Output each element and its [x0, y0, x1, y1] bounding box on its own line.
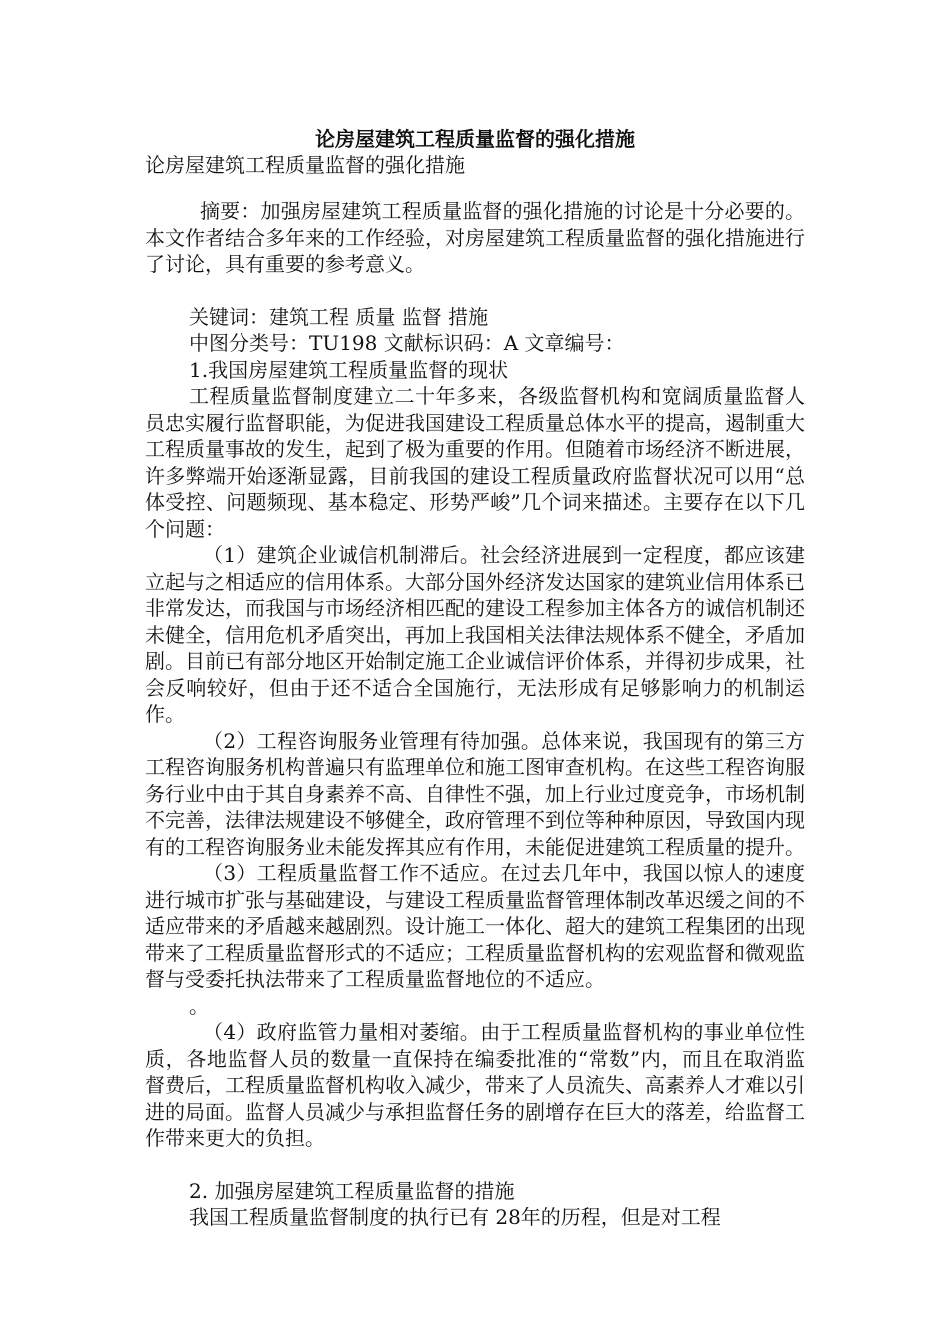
paragraph-gap [145, 1152, 805, 1178]
paragraph-gap [145, 278, 805, 304]
section-1-intro: 工程质量监督制度建立二十年多来，各级监督机构和宽阔质量监督人员忠实履行监督职能，为促进我国建设工程质量总体水平的提高，遏制重大工程质量事故的发生，起到了极为重要的作用。但随着市场经济不断进展，许多弊端开始逐渐显露，目前我国的建设工程质量政府监督状况可以用“总体受控、问题频现、基本稳定、形势严峻”几个词来描述。主要存在以下几个问题： [145, 384, 805, 541]
issue-item-2: （2）工程咨询服务业管理有待加强。总体来说，我国现有的第三方工程咨询服务机构普遍只有监理单位和施工图审查机构。在这些工程咨询服务行业中由于其自身素养不高、自律性不强，加上行业过度竞争，市场机制不完善，法律法规建设不够健全，政府管理不到位等种种原因，导致国内现有的工程咨询服务业未能发挥其应有作用，未能促进建筑工程质量的提升。 [145, 728, 805, 859]
document-subtitle: 论房屋建筑工程质量监督的强化措施 [145, 153, 465, 177]
keywords-line: 关键词：建筑工程 质量 监督 措施 [189, 304, 489, 329]
issue-item-3: （3）工程质量监督工作不适应。在过去几年中，我国以惊人的速度进行城市扩张与基础建设，与建设工程质量监督管理体制改革迟缓之间的不适应带来的矛盾越来越剧烈。设计施工一体化、超大的建筑工程集团的出现带来了工程质量监督形式的不适应；工程质量监督机构的宏观监督和微观监督与受委托执法带来了工程质量监督地位的不适应。 [145, 861, 805, 991]
issue-item-4: （4）政府监管力量相对萎缩。由于工程质量监督机构的事业单位性质，各地监督人员的数量一直保持在编委批准的“常数”内，而且在取消监督费后，工程质量监督机构收入减少，带来了人员流失、高素养人才难以引进的局面。监督人员减少与承担监督任务的剧增存在巨大的落差，给监督工作带来更大的负担。 [145, 1020, 805, 1150]
document-title: 论房屋建筑工程质量监督的强化措施 [315, 127, 635, 151]
document-body [145, 198, 805, 1231]
section-2-heading: 2. 加强房屋建筑工程质量监督的措施 [189, 1178, 515, 1203]
issue-item-1: （1）建筑企业诚信机制滞后。社会经济进展到一定程度，都应该建立起与之相适应的信用体系。大部分国外经济发达国家的建筑业信用体系已非常发达，而我国与市场经济相匹配的建设工程参加主体各方的诚信机制还未健全，信用危机矛盾突出，再加上我国相关法律法规体系不健全，矛盾加剧。目前已有部分地区开始制定施工企业诚信评价体系，并得初步成果，社会反响较好，但由于还不适合全国施行，无法形成有足够影响力的机制运作。 [145, 543, 805, 726]
issue-item-3-tail: 。 [189, 993, 209, 1018]
abstract-paragraph: 摘要：加强房屋建筑工程质量监督的强化措施的讨论是十分必要的。本文作者结合多年来的工作经验，对房屋建筑工程质量监督的强化措施进行了讨论，具有重要的参考意义。 [145, 199, 805, 276]
section-2-intro: 我国工程质量监督制度的执行已有 28年的历程，但是对工程 [189, 1205, 721, 1229]
classification-line: 中图分类号：TU198 文献标识码：A 文章编号： [189, 331, 625, 355]
section-1-heading: 1.我国房屋建筑工程质量监督的现状 [189, 357, 509, 382]
